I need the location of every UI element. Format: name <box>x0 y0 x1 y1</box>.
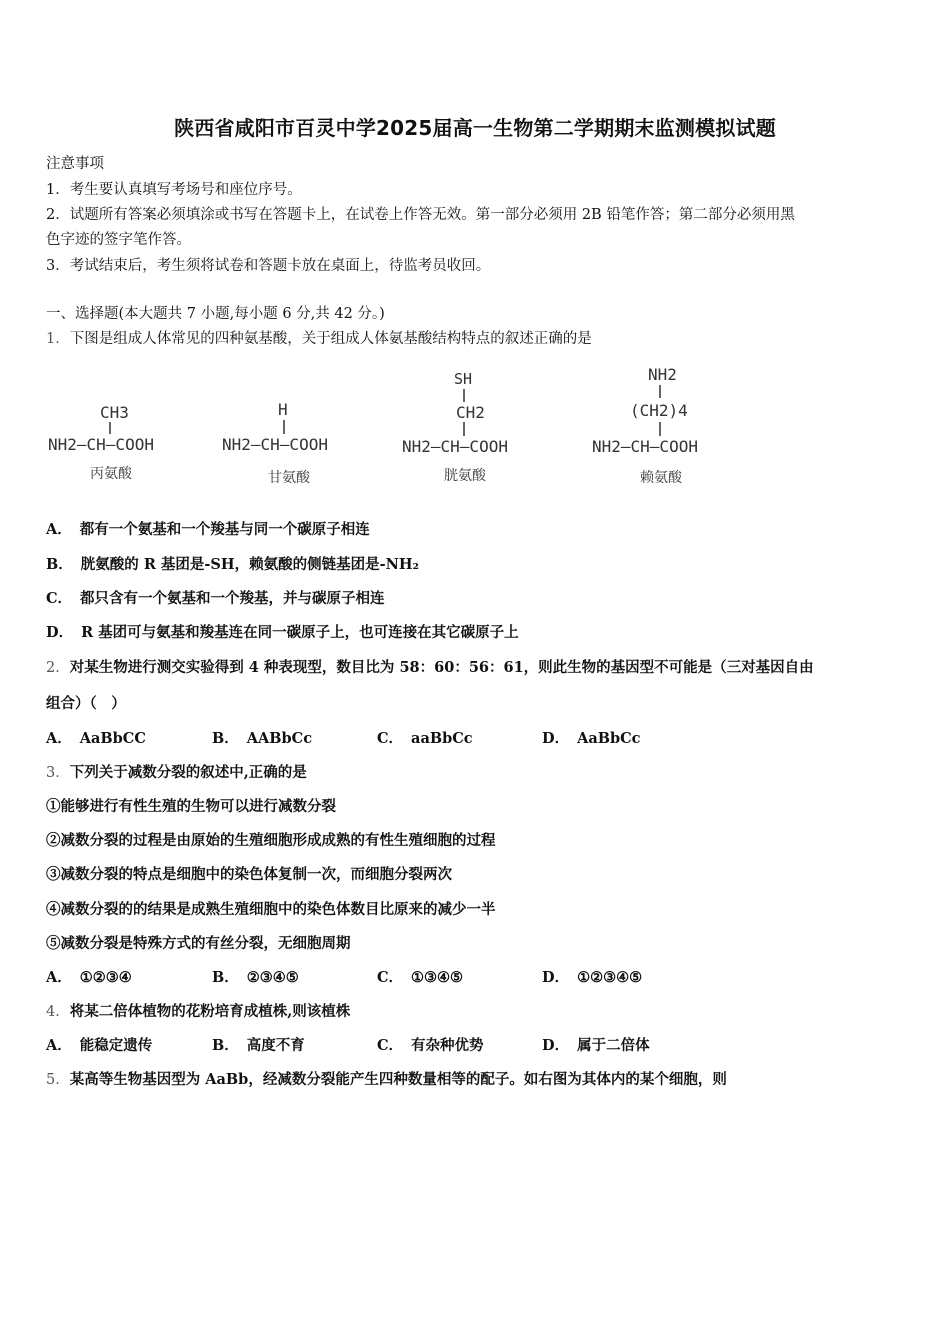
question-stem: 将某二倍体植物的花粉培育成植株,则该植株 <box>69 1003 351 1020</box>
backbone: NH2—CH—COOH <box>592 437 698 456</box>
question-number: 5． <box>46 1072 70 1088</box>
option-a[interactable]: A． ①②③④ <box>46 969 132 986</box>
question-number: 3． <box>46 765 70 781</box>
notice-heading: 注意事项 <box>46 156 104 172</box>
question-stem: 某高等生物基因型为 AaBb，经减数分裂能产生四种数量相等的配子。如右图为其体内的某个细胞，则 <box>69 1071 727 1088</box>
molecule-alanine <box>48 403 154 482</box>
question-number: 1． <box>46 331 70 347</box>
molecule-name: 甘氨酸 <box>268 470 310 486</box>
option-b[interactable]: B． 胱氨酸的 R 基团是-SH，赖氨酸的侧链基团是-NH₂ <box>46 556 419 573</box>
section-heading: 一、选择题(本大题共 7 小题,每小题 6 分,共 42 分。) <box>46 306 385 322</box>
question-number: 2． <box>46 660 70 676</box>
option-d[interactable]: D． R 基团可与氨基和羧基连在同一碳原子上，也可连接在其它碳原子上 <box>46 624 519 641</box>
side-chain: H <box>278 400 288 419</box>
option-a[interactable]: A． AaBbCC <box>46 730 146 747</box>
molecule-name: 胱氨酸 <box>444 468 486 484</box>
option-a[interactable]: A． 都有一个氨基和一个羧基与同一个碳原子相连 <box>46 521 370 538</box>
option-c[interactable]: C． 都只含有一个氨基和一个羧基，并与碳原子相连 <box>46 590 385 607</box>
page-title: 陕西省咸阳市百灵中学2025届高一生物第二学期期末监测模拟试题 <box>174 116 776 140</box>
molecule-lysine <box>592 365 698 486</box>
question-stem: 下图是组成人体常见的四种氨基酸，关于组成人体氨基酸结构特点的叙述正确的是 <box>69 331 592 347</box>
statement-item: ④减数分裂的的结果是成熟生殖细胞中的染色体数目比原来的减少一半 <box>46 901 496 918</box>
side-chain-top: SH <box>454 370 473 388</box>
molecule-cystine <box>402 370 508 484</box>
question-stem: 下列关于减数分裂的叙述中,正确的是 <box>69 764 307 781</box>
side-chain: CH2 <box>456 403 485 422</box>
option-b[interactable]: B． ②③④⑤ <box>212 969 299 986</box>
option-d[interactable]: D． 属于二倍体 <box>542 1037 650 1054</box>
question-1 <box>46 327 592 348</box>
amino-acid-figure <box>40 360 770 495</box>
statement-item: ②减数分裂的过程是由原始的生殖细胞形成成熟的有性生殖细胞的过程 <box>46 832 496 849</box>
molecule-name: 赖氨酸 <box>640 470 682 486</box>
side-chain: CH3 <box>100 403 129 422</box>
side-chain-top: NH2 <box>648 365 677 384</box>
question-5 <box>46 1068 727 1089</box>
question-3 <box>46 761 307 782</box>
question-4 <box>46 1000 350 1021</box>
molecule-name: 丙氨酸 <box>90 466 132 482</box>
option-d[interactable]: D． ①②③④⑤ <box>542 969 643 986</box>
statement-item: ①能够进行有性生殖的生物可以进行减数分裂 <box>46 798 336 815</box>
notice-item: 色字迹的签字笔作答。 <box>46 232 191 248</box>
option-c[interactable]: C． aaBbCc <box>377 730 473 747</box>
option-a[interactable]: A． 能稳定遗传 <box>46 1037 153 1054</box>
question-2 <box>46 656 814 677</box>
notice-item: 1．考生要认真填写考场号和座位序号。 <box>46 182 302 198</box>
option-b[interactable]: B． 高度不育 <box>212 1037 305 1054</box>
backbone: NH2—CH—COOH <box>222 435 328 454</box>
molecule-glycine <box>222 400 328 486</box>
statement-item: ③减数分裂的特点是细胞中的染色体复制一次，而细胞分裂两次 <box>46 866 452 883</box>
option-b[interactable]: B． AABbCc <box>212 730 313 747</box>
notice-item: 2．试题所有答案必须填涂或书写在答题卡上，在试卷上作答无效。第一部分必须用 2B 铅笔作答；第二部分必须用黑 <box>46 207 795 223</box>
option-d[interactable]: D． AaBbCc <box>542 730 641 747</box>
question-number: 4． <box>46 1004 70 1020</box>
statement-item: ⑤减数分裂是特殊方式的有丝分裂，无细胞周期 <box>46 935 351 952</box>
question-stem-cont: 组合）（ ） <box>46 695 126 712</box>
backbone: NH2—CH—COOH <box>402 437 508 456</box>
side-chain: (CH2)4 <box>630 401 688 420</box>
backbone: NH2—CH—COOH <box>48 435 154 454</box>
notice-item: 3．考试结束后，考生须将试卷和答题卡放在桌面上，待监考员收回。 <box>46 258 491 274</box>
option-c[interactable]: C． 有杂种优势 <box>377 1037 484 1054</box>
question-stem: 对某生物进行测交实验得到 4 种表现型，数目比为 58：60：56：61，则此生物的基因型不可能是（三对基因自由 <box>69 659 814 676</box>
option-c[interactable]: C． ①③④⑤ <box>377 969 464 986</box>
